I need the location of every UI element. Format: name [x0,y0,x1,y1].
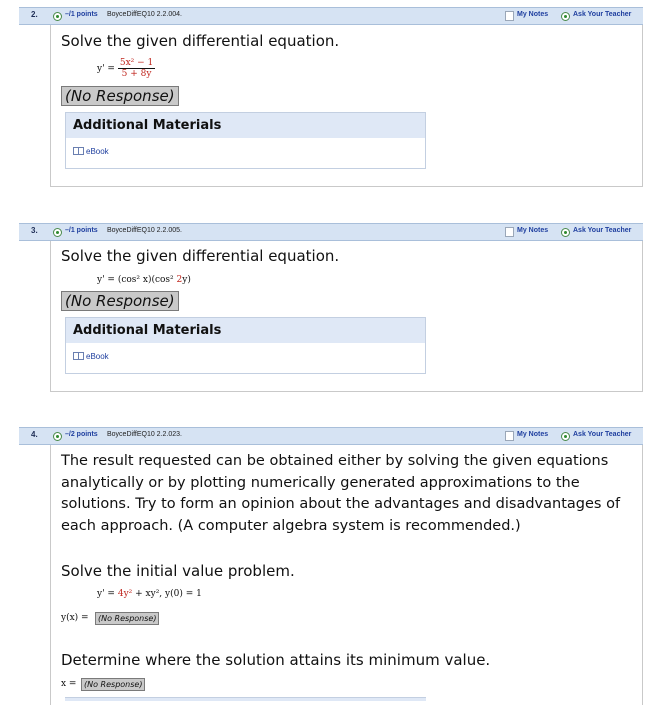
my-notes-link[interactable]: My Notes [517,11,549,18]
additional-materials-panel-partial [65,697,426,701]
note-icon[interactable] [505,431,514,441]
book-icon [73,147,84,155]
expand-plus-icon[interactable] [53,12,62,21]
question-prompt: Solve the given differential equation. [61,247,340,265]
question-number: 4. [31,430,38,439]
additional-materials-panel [65,112,426,169]
ivp-prompt: Solve the initial value problem. [61,562,295,580]
additional-materials-heading: Additional Materials [66,318,425,343]
ask-teacher-link[interactable]: Ask Your Teacher [573,431,632,438]
fraction-numerator: 5x² − 1 [119,58,154,68]
expand-plus-icon[interactable] [53,432,62,441]
ivp-lhs: y' = [97,589,115,599]
ebook-link[interactable] [73,147,109,156]
equation-fraction [118,58,155,79]
yx-label: y(x) = [61,613,89,623]
equation-lhs: y' = [97,64,115,74]
fraction-denominator: 5 + 8y [121,69,152,79]
question-header [19,223,643,241]
points-label: –/1 points [65,227,98,234]
equation-lhs: y' = (cos² x)(cos² [97,275,174,285]
my-notes-link[interactable]: My Notes [517,227,549,234]
question-intro: The result requested can be obtained either by solving the given equations analytically or by plotting numerically generated approximations to the solutions. Try to form an opinion about the advantages and disadvantages of each approach. (A computer algebra system is recommended.) [61,453,621,534]
question-code: BoyceDiffEQ10 2.2.004. [107,11,182,18]
equation [97,275,191,285]
ebook-label[interactable]: eBook [86,147,109,156]
minimum-prompt: Determine where the solution attains its minimum value. [61,651,491,669]
book-icon [73,352,84,360]
additional-materials-panel [65,317,426,374]
x-label: x = [61,679,77,689]
ask-plus-icon[interactable] [561,228,570,237]
note-icon[interactable] [505,227,514,237]
points-label: –/1 points [65,11,98,18]
ask-teacher-link[interactable]: Ask Your Teacher [573,11,632,18]
question-prompt: Solve the given differential equation. [61,32,340,50]
question-number: 2. [31,10,38,19]
ask-plus-icon[interactable] [561,432,570,441]
equation [97,58,155,79]
question-header [19,7,643,25]
equation-red-value: 2 [176,275,183,285]
ivp-red-value: 4y² [117,589,133,599]
ebook-label[interactable]: eBook [86,352,109,361]
question-number: 3. [31,226,38,235]
question-code: BoyceDiffEQ10 2.2.023. [107,431,182,438]
ivp-equation [97,589,202,599]
equation-tail: y) [182,275,191,285]
question-header [19,427,643,445]
yx-response-field[interactable]: (No Response) [95,612,159,625]
expand-plus-icon[interactable] [53,228,62,237]
x-response-field[interactable]: (No Response) [81,678,145,691]
my-notes-link[interactable]: My Notes [517,431,549,438]
question-code: BoyceDiffEQ10 2.2.005. [107,227,182,234]
ask-plus-icon[interactable] [561,12,570,21]
response-field[interactable]: (No Response) [61,291,179,311]
ebook-link[interactable] [73,352,109,361]
note-icon[interactable] [505,11,514,21]
points-label: –/2 points [65,431,98,438]
response-field[interactable]: (No Response) [61,86,179,106]
ivp-tail: + xy², y(0) = 1 [135,589,202,599]
additional-materials-heading: Additional Materials [66,113,425,138]
ask-teacher-link[interactable]: Ask Your Teacher [573,227,632,234]
